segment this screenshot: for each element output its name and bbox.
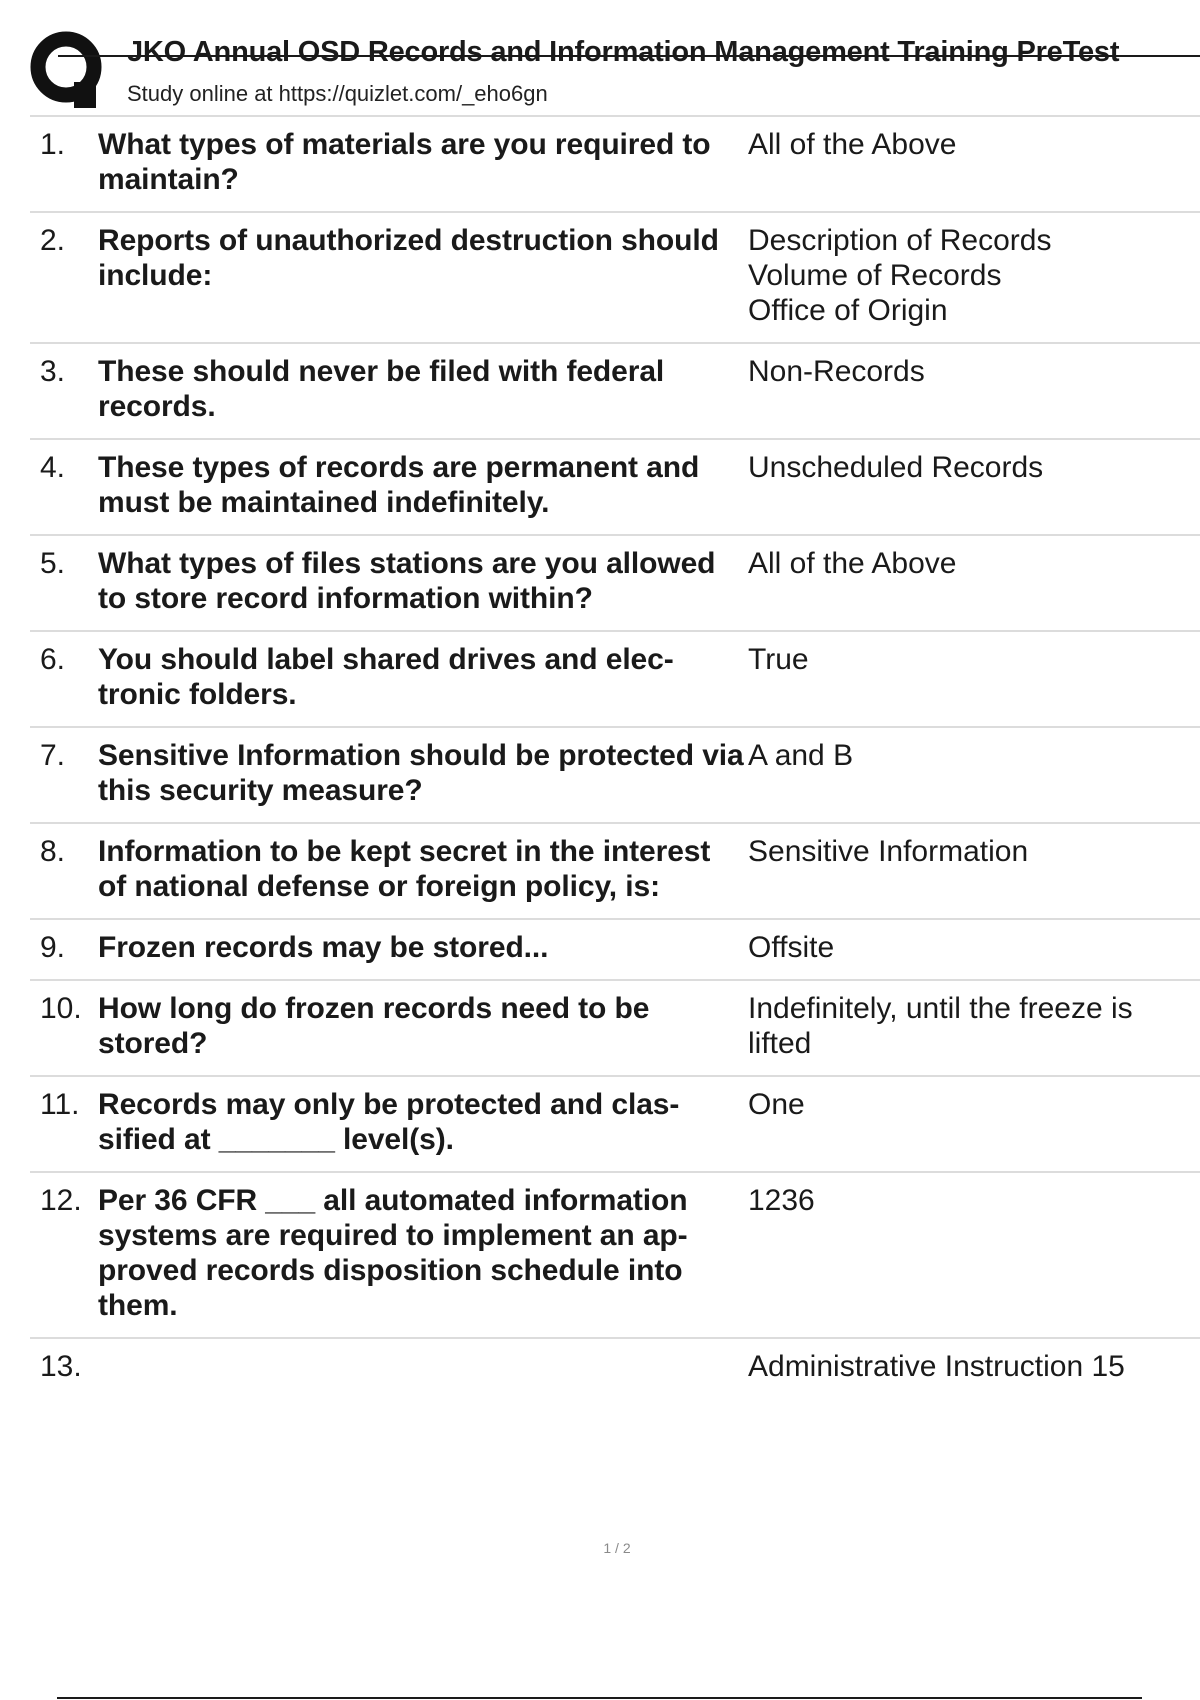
qa-row xyxy=(30,440,1200,536)
qa-row xyxy=(30,1173,1200,1339)
qa-question: Records may only be protected and classified at _______ level(s). xyxy=(98,1088,680,1156)
qa-row xyxy=(30,536,1200,632)
qa-answer: Offsite xyxy=(748,931,835,964)
qa-question: Sensitive Information should be protected via this security measure? xyxy=(98,739,744,807)
qa-answer: Sensitive Information xyxy=(748,835,1029,868)
qa-answer: All of the Above xyxy=(748,128,957,161)
qa-number: 5. xyxy=(40,547,66,580)
qa-question: Reports of unauthorized destruction should include: xyxy=(98,224,719,292)
qa-row xyxy=(30,213,1200,344)
qa-row xyxy=(30,728,1200,824)
qa-question: Frozen records may be stored... xyxy=(98,931,549,964)
qa-question: Information to be kept secret in the interest of national defense or foreign policy, is: xyxy=(98,835,711,903)
qa-answer: 1236 xyxy=(748,1184,815,1217)
qa-question: You should label shared drives and electronic folders. xyxy=(98,643,674,711)
footer-rule xyxy=(57,1697,1142,1699)
qa-answer: One xyxy=(748,1088,805,1121)
qa-question: Per 36 CFR ___ all automated information systems are required to implement an approved records disposition schedule into them. xyxy=(98,1184,688,1322)
qa-answer: Non-Records xyxy=(748,355,925,388)
quizlet-q-logo-icon xyxy=(30,30,108,110)
qa-answer: Description of Records Volume of Records Office of Origin xyxy=(748,224,1052,327)
qa-question: How long do frozen records need to be stored? xyxy=(98,992,650,1060)
qa-row xyxy=(30,920,1200,981)
qa-row xyxy=(30,632,1200,728)
qa-number: 9. xyxy=(40,931,66,964)
qa-question: What types of materials are you required to maintain? xyxy=(98,128,711,196)
qa-number: 2. xyxy=(40,224,66,257)
qa-list xyxy=(30,115,1200,1398)
qa-number: 10. xyxy=(40,992,82,1025)
qa-question: What types of files stations are you allowed to store record information within? xyxy=(98,547,716,615)
qa-number: 1. xyxy=(40,128,66,161)
qa-number: 4. xyxy=(40,451,66,484)
qa-answer: A and B xyxy=(748,739,854,772)
study-online-link[interactable]: Study online at https://quizlet.com/_eho6gn xyxy=(127,81,548,106)
qa-row xyxy=(30,1077,1200,1173)
qa-number: 7. xyxy=(40,739,66,772)
qa-answer: Indefinitely, until the freeze is lifted xyxy=(748,992,1133,1060)
qa-number: 11. xyxy=(40,1088,80,1121)
qa-row xyxy=(30,824,1200,920)
qa-answer: All of the Above xyxy=(748,547,957,580)
qa-question xyxy=(98,1349,745,1384)
qa-answer: Administrative Instruction 15 xyxy=(748,1350,1125,1383)
qa-row xyxy=(30,117,1200,213)
qa-question: These types of records are permanent and must be maintained indefinitely. xyxy=(98,451,700,519)
qa-number: 3. xyxy=(40,355,66,388)
qa-row xyxy=(30,1339,1200,1398)
qa-question: These should never be filed with federal records. xyxy=(98,355,665,423)
qa-number: 8. xyxy=(40,835,66,868)
document-title: JKO Annual OSD Records and Information Management Training PreTest xyxy=(127,36,1120,68)
qa-row xyxy=(30,981,1200,1077)
qa-answer: True xyxy=(748,643,809,676)
qa-number: 12. xyxy=(40,1184,82,1217)
page-number: 1 / 2 xyxy=(603,1540,631,1556)
qa-answer: Unscheduled Records xyxy=(748,451,1044,484)
qa-row xyxy=(30,344,1200,440)
qa-number: 6. xyxy=(40,643,66,676)
qa-number: 13. xyxy=(40,1350,82,1383)
